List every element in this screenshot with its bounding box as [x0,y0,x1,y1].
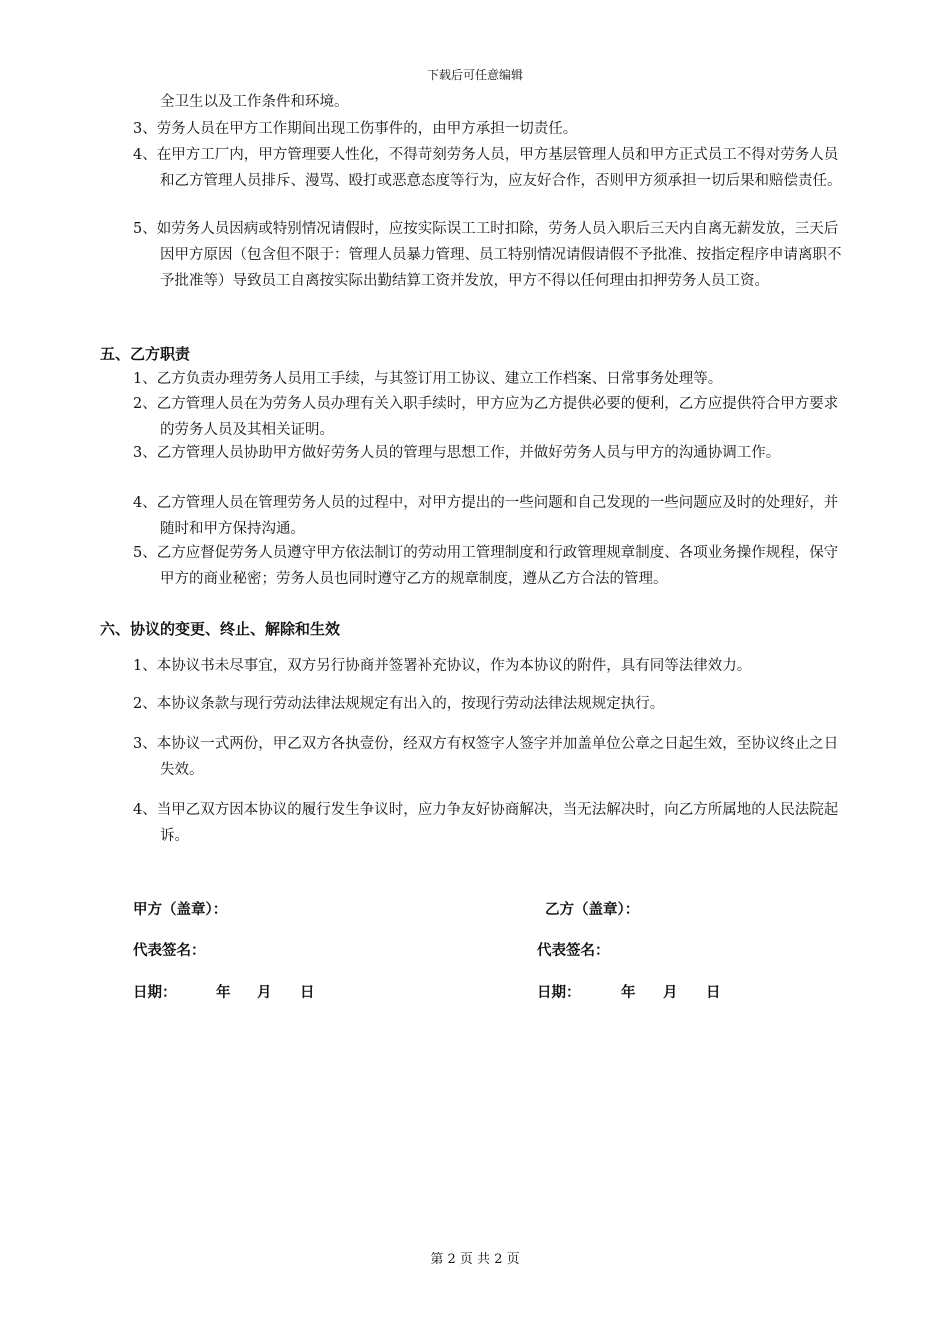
list-item: 3、本协议一式两份，甲乙双方各执壹份，经双方有权签字人签字并加盖单位公章之日起生效，至协议终止之日失效。 [133,736,839,778]
month-label: 月 [663,985,678,1001]
party-a-seal-label: 甲方（盖章）： [133,902,228,918]
date-label: 日期： [537,985,581,1001]
party-a-date-row [133,981,315,1002]
list-item: 2、本协议条款与现行劳动法律法规规定有出入的，按现行劳动法律法规规定执行。 [133,696,665,712]
list-item: 4、在甲方工厂内，甲方管理要人性化，不得苛刻劳务人员，甲方基层管理人员和甲方正式员工不得对劳务人员和乙方管理人员排斥、漫骂、殴打或恶意态度等行为，应友好合作，否则甲方须承担一切后果和赔偿责任。 [133,147,842,189]
section-heading: 五、乙方职责 [100,345,191,363]
date-label: 日期： [133,985,177,1001]
party-b-seal-label: 乙方（盖章）： [545,902,640,918]
day-label: 日 [300,985,315,1001]
section-heading: 六、协议的变更、终止、解除和生效 [100,620,341,638]
list-item: 5、如劳务人员因病或特别情况请假时，应按实际误工工时扣除，劳务人员入职后三天内自离无薪发放，三天后因甲方原因（包含但不限于：管理人员暴力管理、员工特别情况请假请假不予批准、按指定程序申请离职不予批准等）导致员工自离按实际出勤结算工资并发放，甲方不得以任何理由扣押劳务人员工资。 [133,221,842,289]
list-item: 1、乙方负责办理劳务人员用工手续，与其签订用工协议、建立工作档案、日常事务处理等。 [133,371,723,387]
year-label: 年 [216,985,231,1001]
list-item: 3、乙方管理人员协助甲方做好劳务人员的管理与思想工作，并做好劳务人员与甲方的沟通协调工作。 [133,445,781,461]
paragraph-continuation: 全卫生以及工作条件和环境。 [160,94,349,110]
list-item: 2、乙方管理人员在为劳务人员办理有关入职手续时，甲方应为乙方提供必要的便利，乙方应提供符合甲方要求的劳务人员及其相关证明。 [133,396,839,438]
party-b-rep-label: 代表签名： [537,943,610,959]
list-item: 1、本协议书未尽事宜，双方另行协商并签署补充协议，作为本协议的附件，具有同等法律效力。 [133,658,752,674]
list-item: 4、当甲乙双方因本协议的履行发生争议时，应力争友好协商解决，当无法解决时，向乙方所属地的人民法院起诉。 [133,802,839,844]
year-label: 年 [621,985,636,1001]
list-item: 4、乙方管理人员在管理劳务人员的过程中，对甲方提出的一些问题和自己发现的一些问题应及时的处理好，并随时和甲方保持沟通。 [133,495,839,537]
list-item: 3、劳务人员在甲方工作期间出现工伤事件的，由甲方承担一切责任。 [133,121,578,137]
page-header: 下载后可任意编辑 [426,68,523,82]
month-label: 月 [257,985,272,1001]
list-item: 5、乙方应督促劳务人员遵守甲方依法制订的劳动用工管理制度和行政管理规章制度、各项业务操作规程，保守甲方的商业秘密；劳务人员也同时遵守乙方的规章制度，遵从乙方合法的管理。 [133,545,839,587]
day-label: 日 [706,985,721,1001]
page-footer: 第 2 页 共 2 页 [430,1252,520,1267]
party-b-date-row [537,981,721,1002]
party-a-rep-label: 代表签名： [133,943,206,959]
